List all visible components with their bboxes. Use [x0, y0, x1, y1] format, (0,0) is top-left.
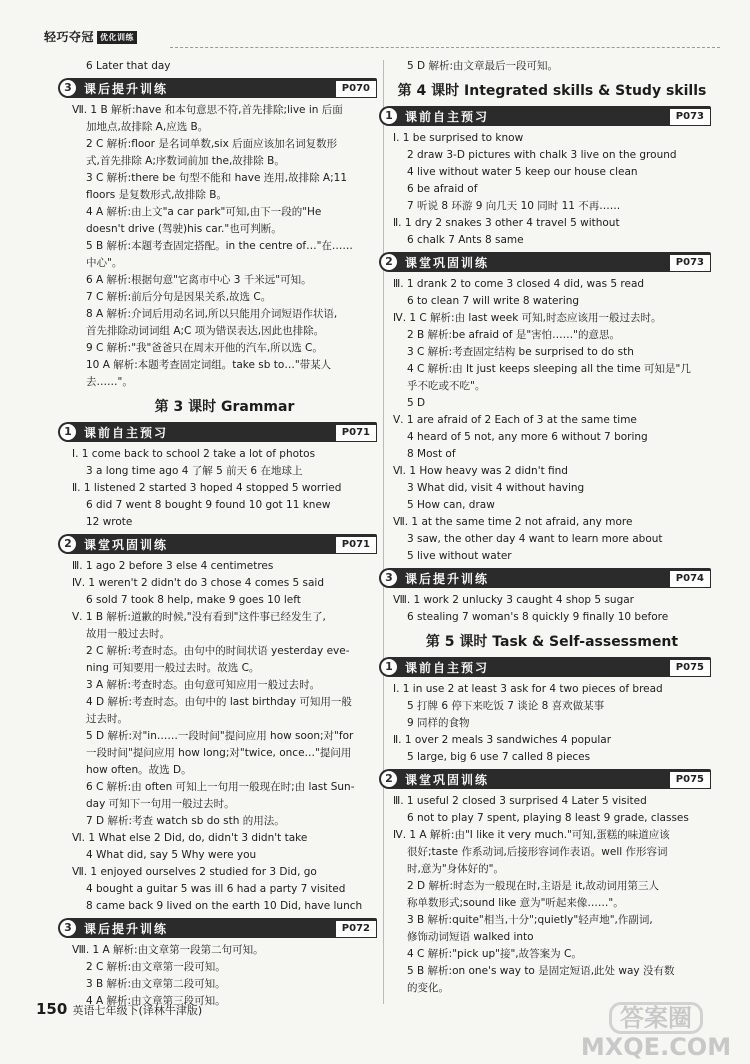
section-title: 课前自主预习	[405, 110, 490, 124]
answer-line: 修饰动词短语 walked into	[407, 931, 534, 943]
section-banner	[379, 657, 711, 677]
answer-line: Ⅳ. 1 weren't 2 didn't do 3 chose 4 comes 5 said	[72, 577, 325, 589]
answer-line: 很好;taste 作系动词,后接形容词作表语。well 作形容词	[407, 846, 668, 858]
section-number: 2	[381, 771, 397, 787]
answer-line: 7 D 解析:考查 watch sb do sth 的用法。	[86, 815, 285, 827]
answer-line: 2 C 解析:floor 是名词单数,six 后面应该加名词复数形	[86, 138, 338, 150]
section-banner	[379, 769, 711, 789]
section-page-ref: P070	[335, 80, 377, 98]
answer-line: 9 C 解析:"我"爸爸只在周末开他的汽车,所以选 C。	[86, 342, 323, 354]
section-page-ref: P074	[669, 570, 711, 588]
answer-line: Ⅳ. 1 C 解析:由 last week 可知,时态应该用一般过去时。	[393, 312, 662, 324]
answer-line: 4 live without water 5 keep our house clean	[407, 166, 638, 178]
answer-line: 4 A 解析:由文章第三段可知。	[86, 995, 226, 1007]
watermark-domain: MXQE.COM	[580, 1033, 732, 1061]
section-banner	[379, 106, 711, 126]
left-column	[64, 58, 377, 1010]
answer-line: day 可知下一句用一般过去时。	[86, 798, 235, 810]
answer-line: 8 came back 9 lived on the earth 10 Did, have lunch	[86, 900, 363, 912]
section-number: 2	[60, 536, 76, 552]
answer-line: 过去时。	[86, 713, 128, 725]
section-title: 课前自主预习	[405, 661, 490, 675]
answer-line: Ⅴ. 1 B 解析:道歉的时候,"没有看到"这件事已经发生了,	[72, 611, 326, 623]
lesson-heading: 第 5 课时 Task & Self-assessment	[425, 634, 679, 650]
answer-line: 6 to clean 7 will write 8 watering	[407, 295, 580, 307]
page-footer	[36, 1000, 202, 1018]
answer-line: 5 live without water	[407, 550, 512, 562]
answer-line: Ⅱ. 1 listened 2 started 3 hoped 4 stopped 5 worried	[72, 482, 342, 494]
answer-line: Ⅱ. 1 over 2 meals 3 sandwiches 4 popular	[393, 734, 612, 746]
answer-line: 4 D 解析:考查时态。由句中的 last birthday 可知用一般	[86, 696, 352, 708]
answer-line: Ⅲ. 1 ago 2 before 3 else 4 centimetres	[72, 560, 274, 572]
section-banner	[379, 252, 711, 272]
section-page-ref: P075	[669, 771, 711, 789]
answer-line: 6 stealing 7 woman's 8 quickly 9 finally 10 before	[407, 611, 669, 623]
answer-line: 2 C 解析:考查时态。由句中的时间状语 yesterday eve-	[86, 645, 350, 657]
answer-line: 4 bought a guitar 5 was ill 6 had a party 7 visited	[86, 883, 346, 895]
lesson-heading: 第 4 课时 Integrated skills & Study skills	[397, 83, 707, 99]
answer-line: 的变化。	[407, 982, 449, 994]
answer-line: 称单数形式;sound like 意为"听起来像……"。	[407, 897, 624, 909]
answer-line: 6 C 解析:由 often 可知上一句用一般现在时;由 last Sun-	[86, 781, 355, 793]
answer-line: ning 可知要用一般过去时。故选 C。	[86, 662, 260, 674]
answer-line: Ⅷ. 1 A 解析:由文章第一段第二句可知。	[72, 944, 264, 956]
section-page-ref: P073	[669, 108, 711, 126]
section-banner	[58, 534, 377, 554]
answer-line: 3 B 解析:quite"相当,十分";quietly"轻声地",作副词,	[407, 914, 653, 926]
answer-line: 首先排除动词词组 A;C 项为错误表达,因此也排除。	[86, 325, 325, 337]
section-number: 2	[381, 254, 397, 270]
answer-line: 10 A 解析:本题考查固定词组。take sb to…"带某人	[86, 359, 332, 371]
section-banner	[58, 78, 377, 98]
answer-line: 8 A 解析:介词后用动名词,所以只能用介词短语作状语,	[86, 308, 338, 320]
answer-block	[72, 446, 377, 531]
section-page-ref: P071	[335, 536, 377, 554]
logo-box: 优化训练	[97, 31, 137, 44]
answer-line: floors 是复数形式,故排除 B。	[86, 189, 227, 201]
answer-line: 6 chalk 7 Ants 8 same	[407, 234, 524, 246]
answer-line: 3 What did, visit 4 without having	[407, 482, 585, 494]
section-number: 1	[60, 424, 76, 440]
section-page-ref: P075	[669, 659, 711, 677]
answer-line: 5 D 解析:对"in……一段时间"提问应用 how soon;对"for	[86, 730, 354, 742]
answer-line: 8 Most of	[407, 448, 456, 460]
lesson-heading: 第 3 课时 Grammar	[154, 399, 295, 415]
answer-line: 乎不吃或不吃"。	[407, 380, 486, 392]
site-watermark	[576, 1002, 736, 1061]
answer-line: 3 saw, the other day 4 want to learn more about	[407, 533, 663, 545]
answer-line: 4 C 解析:"pick up"接",故答案为 C。	[407, 948, 582, 960]
answer-line: 6 Later that day	[86, 60, 171, 72]
answer-line: 5 B 解析:on one's way to 是固定短语,此处 way 没有数	[407, 965, 675, 977]
answer-line: 9 同样的食物	[407, 717, 470, 729]
answer-line: 3 B 解析:由文章第二段可知。	[86, 978, 226, 990]
answer-line: Ⅲ. 1 useful 2 closed 3 surprised 4 Later 5 visited	[393, 795, 647, 807]
answer-line: 加地点,故排除 A,应选 B。	[86, 121, 209, 133]
answer-line: 式,首先排除 A;序数词前加 the,故排除 B。	[86, 155, 285, 167]
answer-line: 5 large, big 6 use 7 called 8 pieces	[407, 751, 591, 763]
right-column	[385, 58, 711, 997]
answer-line: Ⅰ. 1 in use 2 at least 3 ask for 4 two pieces of bread	[393, 683, 663, 695]
answer-line: Ⅲ. 1 drank 2 to come 3 closed 4 did, was 5 read	[393, 278, 645, 290]
answer-line: Ⅰ. 1 come back to school 2 take a lot of photos	[72, 448, 316, 460]
section-banner	[58, 918, 377, 938]
answer-line: 一段时间"提问应用 how long;对"twice, once…"提问用	[86, 747, 352, 759]
answer-line: 4 C 解析:由 It just keeps sleeping all the time 可知是"几	[407, 363, 691, 375]
section-title: 课堂巩固训练	[84, 538, 169, 552]
section-page-ref: P072	[335, 920, 377, 938]
answer-line: 6 be afraid of	[407, 183, 478, 195]
answer-line: 去……"。	[86, 376, 133, 388]
answer-block	[72, 102, 377, 391]
answer-line: Ⅰ. 1 be surprised to know	[393, 132, 524, 144]
answer-line: 3 C 解析:there be 句型不能和 have 连用,故排除 A;11	[86, 172, 347, 184]
answer-line: Ⅳ. 1 A 解析:由"I like it very much."可知,蛋糕的味道应该	[393, 829, 670, 841]
answer-line: 2 C 解析:由文章第一段可知。	[86, 961, 226, 973]
answer-block	[393, 681, 711, 766]
section-page-ref: P071	[335, 424, 377, 442]
answer-line: Ⅱ. 1 dry 2 snakes 3 other 4 travel 5 without	[393, 217, 620, 229]
answer-line: 2 draw 3-D pictures with chalk 3 live on the ground	[407, 149, 677, 161]
answer-line: 12 wrote	[86, 516, 133, 528]
answer-line: 5 B 解析:本题考查固定搭配。in the centre of…"在……	[86, 240, 353, 252]
answer-line: 中心"。	[86, 257, 123, 269]
section-page-ref: P073	[669, 254, 711, 272]
section-number: 3	[60, 80, 76, 96]
answer-line: 7 C 解析:前后分句是因果关系,故选 C。	[86, 291, 272, 303]
answer-line: 5 D	[407, 397, 426, 409]
answer-line: Ⅶ. 1 B 解析:have 和本句意思不符,首先排除;live in 后面	[72, 104, 343, 116]
section-number: 3	[60, 920, 76, 936]
section-title: 课堂巩固训练	[405, 256, 490, 270]
book-logo	[44, 28, 137, 45]
answer-line: 4 heard of 5 not, any more 6 without 7 boring	[407, 431, 648, 443]
logo-text: 轻巧夺冠	[44, 30, 95, 44]
book-subject: 英语七年级下(译林牛津版)	[72, 1004, 203, 1017]
section-number: 1	[381, 659, 397, 675]
answer-line: 故用一般过去时。	[86, 628, 170, 640]
answer-block	[72, 558, 377, 915]
section-title: 课堂巩固训练	[405, 773, 490, 787]
section-title: 课后提升训练	[405, 572, 490, 586]
section-title: 课后提升训练	[84, 82, 169, 96]
answer-line: 5 How can, draw	[407, 499, 495, 511]
answer-block	[393, 276, 711, 565]
header-rule	[170, 47, 720, 48]
answer-line: 3 C 解析:考查固定结构 be surprised to do sth	[407, 346, 634, 358]
column-divider	[383, 60, 384, 1004]
answer-line: Ⅶ. 1 enjoyed ourselves 2 studied for 3 Did, go	[72, 866, 317, 878]
section-title: 课前自主预习	[84, 426, 169, 440]
answer-line: 2 D 解析:时态为一般现在时,主语是 it,故动词用第三人	[407, 880, 660, 892]
section-number: 1	[381, 108, 397, 124]
section-number: 3	[381, 570, 397, 586]
answer-line: 时,意为"身体好的"。	[407, 863, 504, 875]
answer-line: 6 A 解析:根据句意"它离市中心 3 千米远"可知。	[86, 274, 312, 286]
answer-line: Ⅵ. 1 What else 2 Did, do, didn't 3 didn't take	[72, 832, 308, 844]
answer-line: 4 A 解析:由上文"a car park"可知,由下一段的"He	[86, 206, 322, 218]
answer-line: 6 not to play 7 spent, playing 8 least 9 grade, classes	[407, 812, 689, 824]
answer-block	[393, 592, 711, 626]
answer-line: 5 D 解析:由文章最后一段可知。	[407, 60, 558, 72]
answer-line: 4 What did, say 5 Why were you	[86, 849, 257, 861]
section-title: 课后提升训练	[84, 922, 169, 936]
watermark-text: 答案圈	[609, 1002, 703, 1034]
answer-block	[393, 793, 711, 997]
answer-line: Ⅶ. 1 at the same time 2 not afraid, any more	[393, 516, 633, 528]
page-header	[0, 0, 750, 44]
answer-line: how often。故选 D。	[86, 764, 192, 776]
answer-line: Ⅷ. 1 work 2 unlucky 3 caught 4 shop 5 sugar	[393, 594, 634, 606]
section-banner	[379, 568, 711, 588]
answer-line: 6 did 7 went 8 bought 9 found 10 got 11 knew	[86, 499, 331, 511]
answer-line: Ⅵ. 1 How heavy was 2 didn't find	[393, 465, 568, 477]
answer-line: Ⅴ. 1 are afraid of 2 Each of 3 at the same time	[393, 414, 637, 426]
answer-line: doesn't drive (驾驶)his car."也可判断。	[86, 223, 282, 235]
answer-line: 3 A 解析:考查时态。由句意可知应用一般过去时。	[86, 679, 321, 691]
section-banner	[58, 422, 377, 442]
answer-line: 7 听说 8 环游 9 向几天 10 同时 11 不再……	[407, 200, 621, 212]
answer-line: 3 a long time ago 4 了解 5 前天 6 在地球上	[86, 465, 303, 477]
answer-line: 2 B 解析:be afraid of 是"害怕……"的意思。	[407, 329, 620, 341]
answer-line: 5 打牌 6 停下来吃饭 7 谈论 8 喜欢做某事	[407, 700, 605, 712]
answer-line: 6 sold 7 took 8 help, make 9 goes 10 left	[86, 594, 301, 606]
page-number: 150	[36, 1000, 68, 1018]
answer-block	[393, 130, 711, 249]
